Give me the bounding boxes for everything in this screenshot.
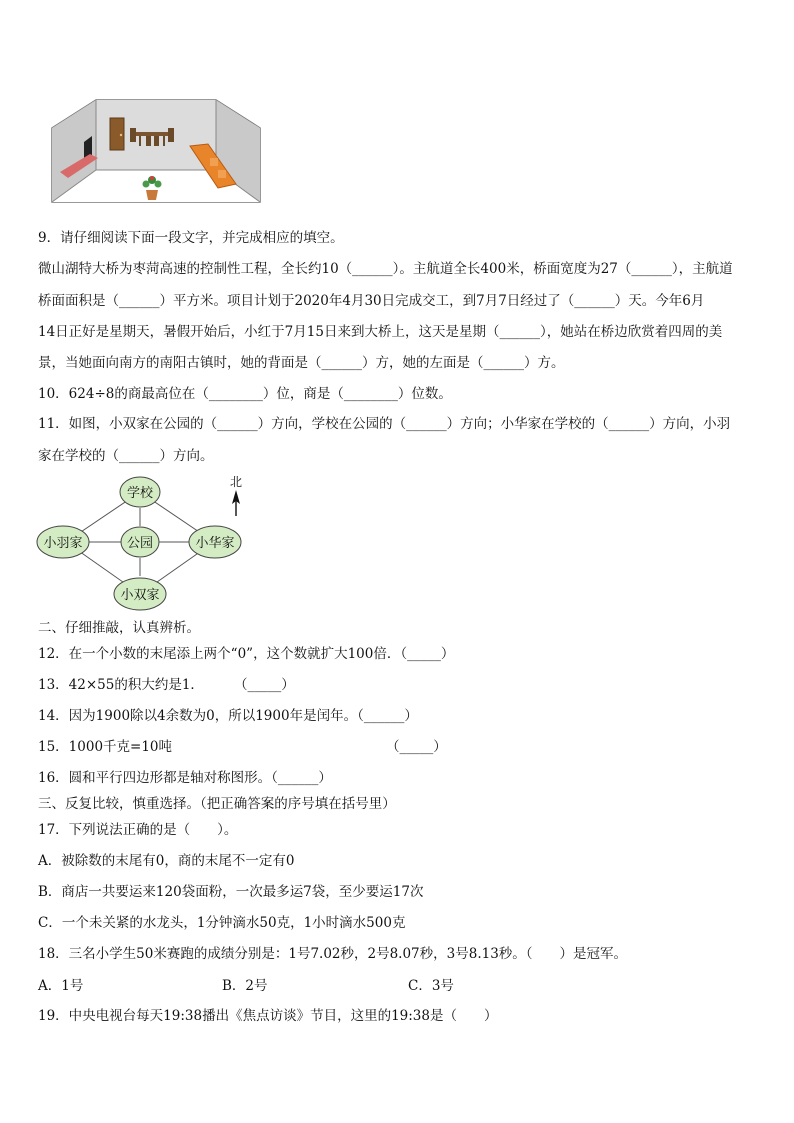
question-14: 14．因为1900除以4余数为0，所以1900年是闰年。（______） (38, 708, 418, 724)
question-13 (38, 675, 295, 695)
question-18-stem: 18．三名小学生50米赛跑的成绩分别是：1号7.02秒，2号8.07秒，3号8.13秒。（ ）是冠军。 (38, 946, 628, 962)
question-16: 16．圆和平行四边形都是轴对称图形。（______） (38, 770, 332, 786)
question-15-answer-blank: （_____） (386, 739, 447, 755)
svg-text:学校: 学校 (126, 486, 154, 501)
question-13-answer-blank: （_____） (234, 677, 295, 693)
question-9-title: 9．请仔细阅读下面一段文字，并完成相应的填空。 (38, 230, 344, 246)
question-9-text-line-4: 景，当她面向南方的南阳古镇时，她的背面是（______）方，她的左面是（______）方。 (38, 355, 565, 371)
question-9-text-line-2: 桥面面积是（______）平方米。项目计划于2020年4月30日完成交工，到7月7日经过了（______）天。今年6月 (38, 293, 705, 309)
svg-text:小双家: 小双家 (120, 588, 160, 603)
question-11-line-1: 11．如图，小双家在公园的（______）方向，学校在公园的（______）方向；小华家在学校的（______）方向，小羽 (38, 416, 731, 432)
question-9-text-line-3: 14日正好是星期天，暑假开始后，小红于7月15日来到大桥上，这天是星期（______），她站在桥边欣赏着四周的美 (38, 324, 723, 340)
question-18-option-b: B．2号 (222, 978, 268, 994)
question-17-stem: 17．下列说法正确的是（ ）。 (38, 822, 238, 838)
map-node-school (120, 477, 160, 507)
question-17-option-c: C．一个未关紧的水龙头，1分钟滴水50克，1小时滴水500克 (38, 915, 406, 931)
north-arrow-icon (226, 474, 246, 518)
question-11-line-2: 家在学校的（______）方向。 (38, 448, 214, 464)
location-map (36, 476, 244, 612)
door-icon (110, 118, 124, 150)
map-node-park (121, 527, 159, 557)
svg-text:公园: 公园 (126, 536, 154, 551)
section-2-heading: 二、仔细推敲，认真辨析。 (38, 620, 200, 636)
question-17-option-a: A．被除数的末尾有0，商的末尾不一定有0 (38, 853, 295, 869)
question-13-text: 13．42×55的积大约是1． (38, 677, 204, 693)
question-18-option-c: C．3号 (408, 978, 454, 994)
room-illustration (50, 98, 262, 210)
question-12: 12．在一个小数的末尾添上两个“0”，这个数就扩大100倍．（_____） (38, 646, 455, 662)
question-17-option-b: B．商店一共要运来120袋面粉，一次最多运7袋，至少要运17次 (38, 884, 424, 900)
question-10: 10．624÷8的商最高位在（________）位，商是（________）位数。 (38, 386, 452, 402)
question-9-text-line-1: 微山湖特大桥为枣菏高速的控制性工程，全长约10（______）。主航道全长400米，桥面宽度为27（______），主航道 (38, 261, 733, 277)
map-node-xiaoshuang-home (114, 578, 166, 610)
svg-text:北: 北 (229, 475, 243, 489)
question-18-option-a: A．1号 (38, 978, 84, 994)
map-node-xiaohua-home (189, 526, 241, 558)
question-15 (38, 737, 447, 757)
svg-text:小羽家: 小羽家 (43, 536, 83, 551)
section-3-heading: 三、反复比较，慎重选择。（把正确答案的序号填在括号里） (38, 796, 396, 812)
question-19: 19．中央电视台每天19:38播出《焦点访谈》节目，这里的19:38是（ ） (38, 1008, 498, 1024)
question-15-text: 15．1000千克=10吨 (38, 739, 173, 755)
svg-text:小华家: 小华家 (195, 536, 235, 551)
map-node-xiaoyu-home (37, 526, 89, 558)
